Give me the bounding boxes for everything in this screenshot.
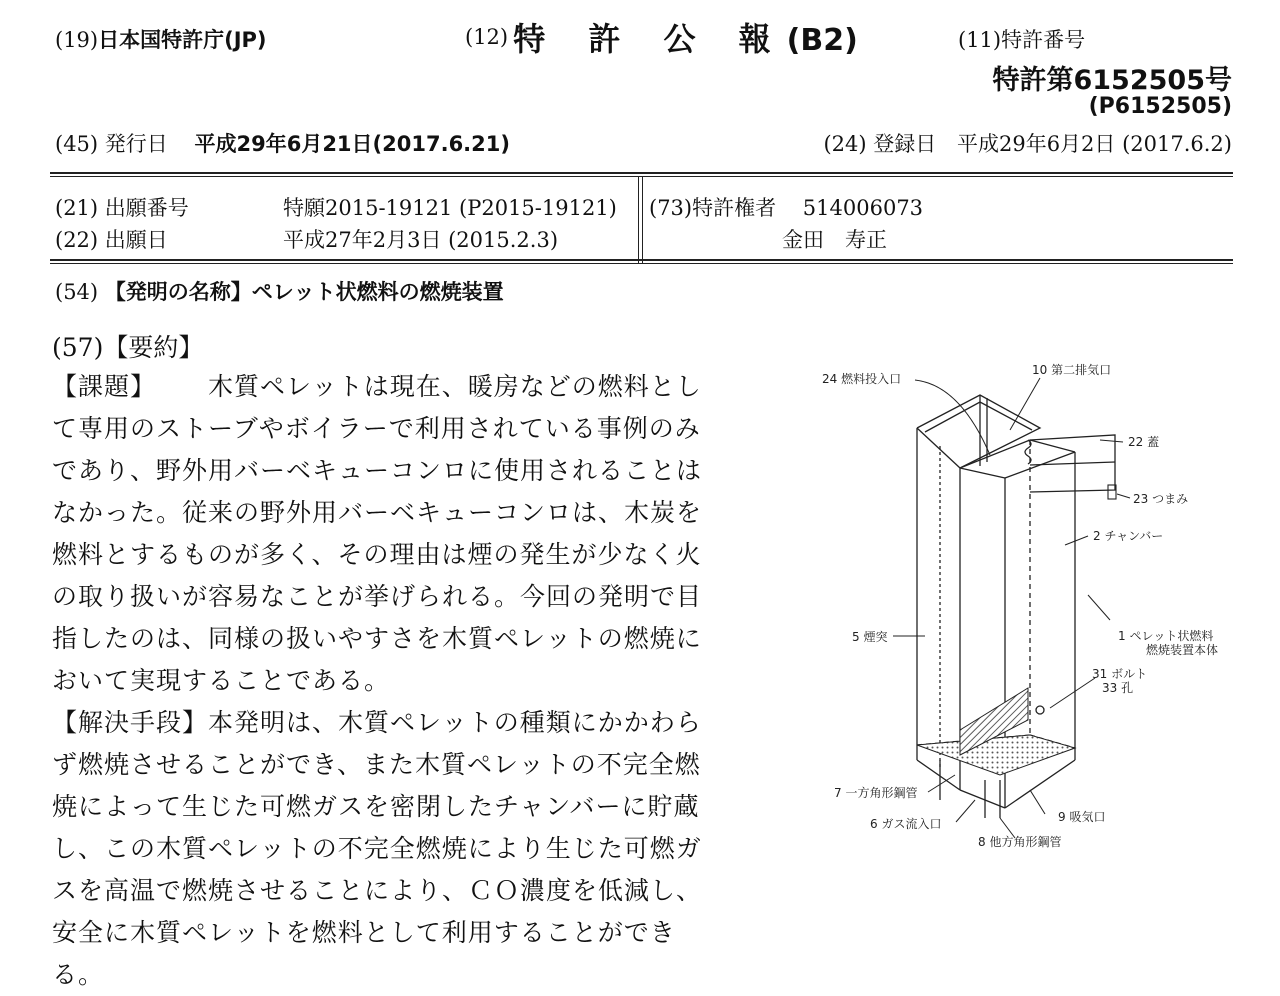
abstract-code: (57) bbox=[52, 333, 104, 362]
label-fuel-inlet: 24 燃料投入口 bbox=[822, 372, 902, 386]
doc-type: 特 許 公 報 bbox=[513, 20, 787, 58]
solution-line: ず燃焼させることができ、また木質ペレットの不完全燃 bbox=[52, 750, 701, 779]
solution-label: 【解決手段】 bbox=[52, 708, 209, 737]
issue-code: (45) bbox=[55, 132, 99, 156]
grate-area bbox=[917, 735, 1075, 775]
reg-code: (24) bbox=[823, 132, 867, 156]
reg-label: 登録日 bbox=[873, 132, 937, 156]
issue-date: 平成29年6月21日(2017.6.21) bbox=[194, 132, 510, 156]
title-label: 【発明の名称】 bbox=[104, 280, 252, 304]
problem-line: て専用のストーブやボイラーで利用されている事例のみ bbox=[52, 414, 701, 443]
label-chimney: 5 煙突 bbox=[852, 630, 888, 644]
patent-no-label: 特許番号 bbox=[1001, 28, 1086, 52]
app-date: 平成27年2月3日 (2015.2.3) bbox=[283, 228, 559, 252]
label-chamber: 2 チャンバー bbox=[1093, 529, 1164, 543]
solution-line: し、この木質ペレットの不完全燃焼により生じた可燃ガ bbox=[52, 834, 702, 863]
label-device-body: 1 ペレット状燃料 bbox=[1118, 629, 1214, 643]
label-device-body-2: 燃焼装置本体 bbox=[1146, 643, 1219, 657]
owner-id: 514006073 bbox=[802, 196, 924, 220]
label-gas-inlet: 6 ガス流入口 bbox=[870, 817, 942, 831]
issue-label: 発行日 bbox=[104, 132, 168, 156]
problem-line: であり、野外用バーベキューコンロに使用されることは bbox=[52, 456, 703, 485]
doc-kind: (B2) bbox=[786, 23, 858, 58]
app-no: 特願2015-19121 (P2015-19121) bbox=[283, 196, 617, 220]
app-no-code: (21) bbox=[55, 196, 99, 220]
owner-code: (73) bbox=[649, 196, 693, 220]
patent-number: 特許第6152505号 bbox=[992, 65, 1232, 96]
abstract-label: 【要約】 bbox=[103, 333, 204, 362]
office-code: (19) bbox=[55, 28, 99, 52]
solution-line: スを高温で燃焼させることにより、ＣＯ濃度を低減し、 bbox=[52, 876, 703, 905]
problem-line: の取り扱いが容易なことが挙げられる。今回の発明で目 bbox=[52, 582, 703, 611]
app-date-code: (22) bbox=[55, 228, 99, 252]
invention-title: ペレット状燃料の燃焼装置 bbox=[251, 280, 504, 304]
solution-line: 焼によって生じた可燃ガスを密閉したチャンバーに貯蔵 bbox=[52, 792, 700, 821]
reg-date: 平成29年6月2日 (2017.6.2) bbox=[956, 132, 1232, 156]
title-code: (54) bbox=[55, 280, 99, 304]
solution-line: 安全に木質ペレットを燃料として利用することができる。 bbox=[52, 918, 676, 989]
problem-line: 燃料とするものが多く、その理由は煙の発生が少なく火 bbox=[52, 540, 702, 569]
owner-name: 金田 寿正 bbox=[782, 228, 887, 252]
label-second-exhaust: 10 第二排気口 bbox=[1032, 363, 1112, 377]
app-no-label: 出願番号 bbox=[104, 196, 189, 220]
problem-line: 指したのは、同様の扱いやすさを木質ペレットの燃焼に bbox=[52, 624, 702, 653]
problem-line: おいて実現することである。 bbox=[52, 666, 391, 695]
label-air-inlet: 9 吸気口 bbox=[1058, 810, 1106, 824]
app-date-label: 出願日 bbox=[104, 228, 168, 252]
solution-line: 【解決手段】本発明は、木質ペレットの種類にかかわら bbox=[52, 708, 702, 737]
owner-label: 特許権者 bbox=[692, 196, 777, 220]
patent-no-code: (11) bbox=[958, 28, 1002, 52]
label-bolt: 31 ボルト bbox=[1092, 667, 1148, 681]
office-name: 日本国特許庁(JP) bbox=[98, 28, 267, 52]
problem-line: 【課題】 木質ペレットは現在、暖房などの燃料とし bbox=[52, 372, 702, 401]
patent-number-alt: (P6152505) bbox=[1088, 94, 1232, 119]
label-knob: 23 つまみ bbox=[1133, 492, 1189, 506]
problem-label: 【課題】 bbox=[52, 372, 157, 401]
label-lid: 22 蓋 bbox=[1128, 435, 1160, 449]
label-square-pipe-b: 8 他方角形鋼管 bbox=[978, 835, 1062, 849]
label-square-pipe-a: 7 一方角形鋼管 bbox=[834, 786, 918, 800]
label-hole: 33 孔 bbox=[1102, 681, 1134, 695]
problem-line: なかった。従来の野外用バーベキューコンロは、木炭を bbox=[52, 498, 703, 527]
doc-type-code: (12) bbox=[465, 25, 509, 49]
